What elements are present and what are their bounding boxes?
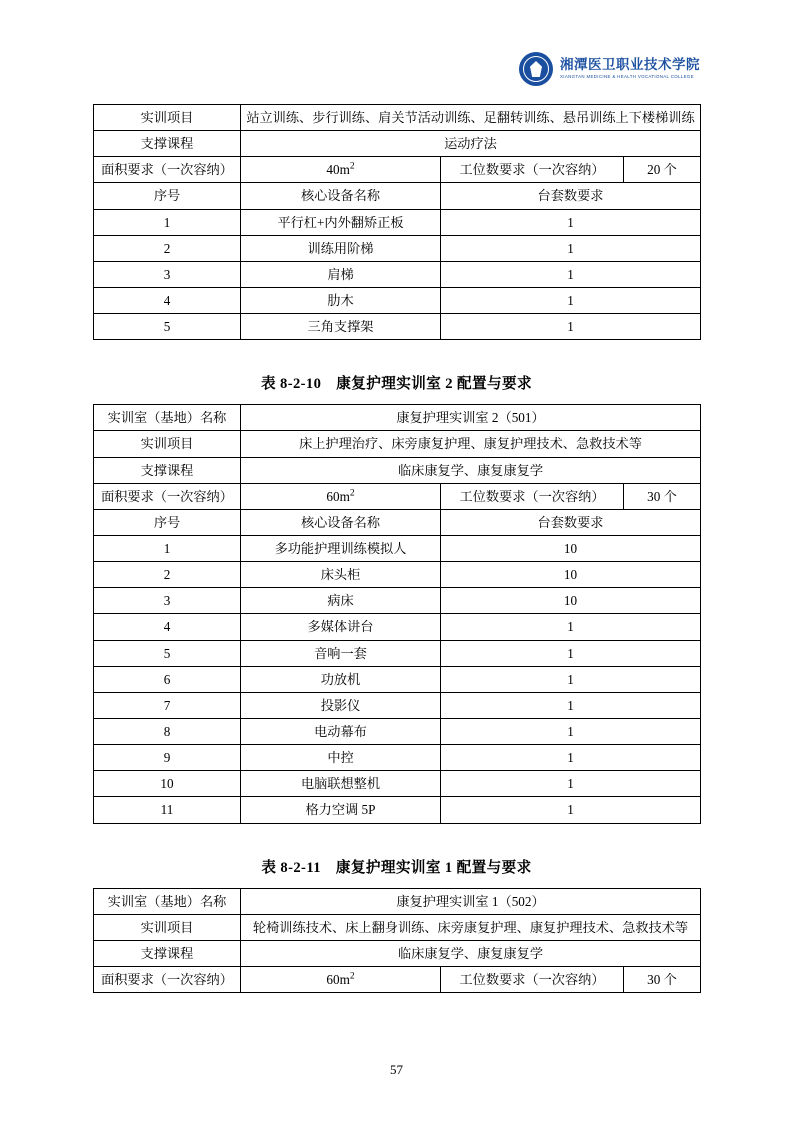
cell-seq: 2 <box>94 235 241 261</box>
row-label: 实训项目 <box>94 914 241 940</box>
area-value <box>241 157 441 183</box>
cell-qty: 10 <box>441 588 701 614</box>
table-row <box>94 287 701 313</box>
cell-qty: 1 <box>441 797 701 823</box>
table-row <box>94 771 701 797</box>
area-value <box>241 483 441 509</box>
spacer <box>93 824 700 856</box>
table-8-2-11 <box>93 888 701 994</box>
cell-name: 肩梯 <box>241 261 441 287</box>
seal-icon <box>519 52 553 86</box>
logo-text <box>560 58 700 80</box>
table-row <box>94 666 701 692</box>
cell-qty: 1 <box>441 666 701 692</box>
logo-english-name: XIANGTAN MEDICINE & HEALTH VOCATIONAL COLLEGE <box>560 74 694 79</box>
cell-name: 投影仪 <box>241 692 441 718</box>
cell-qty: 1 <box>441 692 701 718</box>
table-8-2-10 <box>93 404 701 823</box>
cell-name: 床头柜 <box>241 562 441 588</box>
table-row <box>94 562 701 588</box>
station-value: 20 个 <box>624 157 701 183</box>
station-value: 30 个 <box>624 966 701 992</box>
spacer <box>93 877 700 888</box>
cell-seq: 5 <box>94 314 241 340</box>
row-value: 站立训练、步行训练、肩关节活动训练、足翻转训练、悬吊训练上下楼梯训练 <box>241 105 701 131</box>
cell-qty: 1 <box>441 640 701 666</box>
table-row <box>94 588 701 614</box>
table-row <box>94 914 701 940</box>
cell-qty: 1 <box>441 614 701 640</box>
area-label: 面积要求（一次容纳） <box>94 157 241 183</box>
cell-seq: 4 <box>94 614 241 640</box>
row-value: 康复护理实训室 2（501） <box>241 405 701 431</box>
table-row <box>94 640 701 666</box>
cell-name: 中控 <box>241 745 441 771</box>
table-row <box>94 314 701 340</box>
cell-seq: 9 <box>94 745 241 771</box>
table-row <box>94 457 701 483</box>
row-value: 临床康复学、康复康复学 <box>241 457 701 483</box>
area-number: 60m <box>326 971 350 987</box>
cell-name: 功放机 <box>241 666 441 692</box>
cell-qty: 10 <box>441 535 701 561</box>
cell-seq: 5 <box>94 640 241 666</box>
cell-qty: 1 <box>441 261 701 287</box>
table-row <box>94 131 701 157</box>
table-row <box>94 261 701 287</box>
page-number: 57 <box>390 1062 403 1077</box>
cell-seq: 10 <box>94 771 241 797</box>
spacer <box>93 393 700 404</box>
row-label: 实训室（基地）名称 <box>94 888 241 914</box>
station-label: 工位数要求（一次容纳） <box>441 966 624 992</box>
col-header-qty: 台套数要求 <box>441 183 701 209</box>
col-header-name: 核心设备名称 <box>241 509 441 535</box>
cell-name: 多媒体讲台 <box>241 614 441 640</box>
table-row <box>94 692 701 718</box>
row-value: 临床康复学、康复康复学 <box>241 940 701 966</box>
area-number: 60m <box>326 488 350 504</box>
cell-qty: 1 <box>441 314 701 340</box>
table-row-area <box>94 157 701 183</box>
row-label: 实训室（基地）名称 <box>94 405 241 431</box>
table-row <box>94 405 701 431</box>
area-number: 40m <box>326 162 350 178</box>
area-unit-sup: 2 <box>349 161 355 172</box>
row-label: 支撑课程 <box>94 457 241 483</box>
area-unit-sup: 2 <box>349 488 355 499</box>
cell-qty: 1 <box>441 771 701 797</box>
table-row-area <box>94 966 701 992</box>
cell-name: 病床 <box>241 588 441 614</box>
row-value: 轮椅训练技术、床上翻身训练、床旁康复护理、康复护理技术、急救技术等 <box>241 914 701 940</box>
col-header-seq: 序号 <box>94 183 241 209</box>
table-top <box>93 104 701 340</box>
cell-name: 肋木 <box>241 287 441 313</box>
cell-qty: 1 <box>441 718 701 744</box>
cell-name: 格力空调 5P <box>241 797 441 823</box>
table-header-row <box>94 509 701 535</box>
table-row <box>94 209 701 235</box>
cell-name: 三角支撑架 <box>241 314 441 340</box>
row-value: 运动疗法 <box>241 131 701 157</box>
cell-seq: 1 <box>94 209 241 235</box>
area-label: 面积要求（一次容纳） <box>94 483 241 509</box>
spacer <box>93 340 700 372</box>
college-logo <box>519 52 700 86</box>
row-label: 实训项目 <box>94 105 241 131</box>
cell-name: 电动幕布 <box>241 718 441 744</box>
row-value: 康复护理实训室 1（502） <box>241 888 701 914</box>
cell-seq: 2 <box>94 562 241 588</box>
cell-seq: 8 <box>94 718 241 744</box>
area-value <box>241 966 441 992</box>
table-row <box>94 940 701 966</box>
row-value: 床上护理治疗、床旁康复护理、康复护理技术、急救技术等 <box>241 431 701 457</box>
row-label: 实训项目 <box>94 431 241 457</box>
cell-name: 训练用阶梯 <box>241 235 441 261</box>
cell-qty: 1 <box>441 209 701 235</box>
table-header-row <box>94 183 701 209</box>
cell-name: 电脑联想整机 <box>241 771 441 797</box>
cell-seq: 3 <box>94 588 241 614</box>
cell-seq: 7 <box>94 692 241 718</box>
cell-qty: 1 <box>441 287 701 313</box>
row-label: 支撑课程 <box>94 940 241 966</box>
station-label: 工位数要求（一次容纳） <box>441 157 624 183</box>
table-row <box>94 235 701 261</box>
table-caption-8-2-10: 表 8-2-10 康复护理实训室 2 配置与要求 <box>260 376 533 393</box>
table-row <box>94 105 701 131</box>
table-row <box>94 535 701 561</box>
cell-name: 音响一套 <box>241 640 441 666</box>
table-row <box>94 431 701 457</box>
logo-chinese-name: 湘潭医卫职业技术学院 <box>560 57 700 73</box>
cell-qty: 10 <box>441 562 701 588</box>
table-row <box>94 745 701 771</box>
area-unit-sup: 2 <box>349 971 355 982</box>
cell-seq: 6 <box>94 666 241 692</box>
cell-seq: 1 <box>94 535 241 561</box>
table-row <box>94 888 701 914</box>
cell-seq: 3 <box>94 261 241 287</box>
col-header-qty: 台套数要求 <box>441 509 701 535</box>
row-label: 支撑课程 <box>94 131 241 157</box>
area-label: 面积要求（一次容纳） <box>94 966 241 992</box>
cell-qty: 1 <box>441 235 701 261</box>
table-row <box>94 797 701 823</box>
cell-seq: 4 <box>94 287 241 313</box>
cell-name: 多功能护理训练模拟人 <box>241 535 441 561</box>
station-value: 30 个 <box>624 483 701 509</box>
table-row-area <box>94 483 701 509</box>
table-row <box>94 614 701 640</box>
cell-name: 平行杠+内外翻矫正板 <box>241 209 441 235</box>
cell-qty: 1 <box>441 745 701 771</box>
cell-seq: 11 <box>94 797 241 823</box>
col-header-name: 核心设备名称 <box>241 183 441 209</box>
table-row <box>94 718 701 744</box>
station-label: 工位数要求（一次容纳） <box>441 483 624 509</box>
col-header-seq: 序号 <box>94 509 241 535</box>
table-caption-8-2-11: 表 8-2-11 康复护理实训室 1 配置与要求 <box>261 859 532 876</box>
